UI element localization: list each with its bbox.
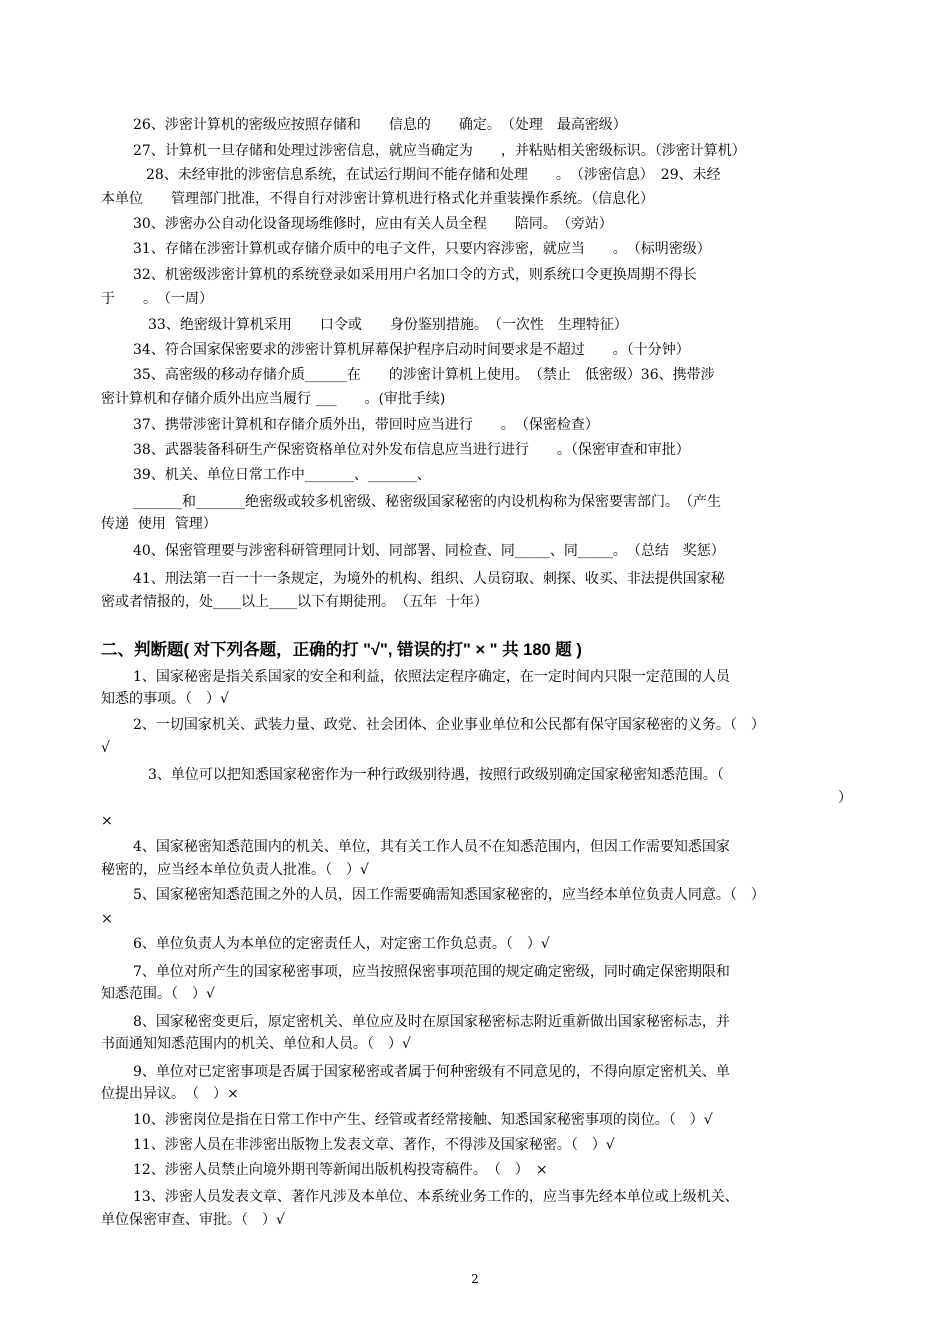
judge-7-line: 7、单位对所产生的国家秘密事项，应当按照保密事项范围的规定确定密级，同时确定保密期限和 (133, 964, 730, 980)
question-27-line: 27、计算机一旦存储和处理过涉密信息，就应当确定为 ，并粘贴相关密级标识。（涉密计算机） (133, 143, 746, 159)
judge-5-answer: × (101, 911, 113, 927)
question-33-line: 33、绝密级计算机采用 口令或 身份鉴别措施。 （一次性 生理特征） (148, 317, 628, 333)
question-40-line: 40、保密管理要与涉密科研管理同计划、同部署、同检查、同_____、同_____。 （总结 奖惩） (133, 543, 725, 559)
judge-13-line-cont: 单位保密审查、审批。（ ）√ (101, 1212, 285, 1228)
judge-3-line-cont: ） (838, 790, 852, 806)
question-35-line: 35、高密级的移动存储介质______在 的涉密计算机上使用。 （禁止 低密级）36、携带涉 (133, 367, 715, 383)
question-28-line: 28、未经审批的涉密信息系统，在试运行期间不能存储和处理 。 （涉密信息） 29、未经 (146, 167, 721, 183)
question-39-line: 39、机关、单位日常工作中_______、_______、 (133, 467, 431, 483)
judge-3-line: 3、单位可以把知悉国家秘密作为一种行政级别待遇，按照行政级别确定国家秘密知悉范围。（ (148, 767, 724, 783)
question-38-line: 38、武器装备科研生产保密资格单位对外发布信息应当进行进行 。（保密审查和审批） (133, 442, 690, 458)
question-32-line-cont: 于 。 （一周） (101, 291, 213, 307)
question-39-line-cont: _______和_______绝密级或较多机密级、秘密级国家秘密的内设机构称为保密要害部门。 （产生 (133, 494, 721, 510)
judge-2-answer: √ (101, 740, 110, 756)
section-title: 二、判断题( 对下列各题，正确的打 "√", 错误的打" × " 共 180 题 ) (101, 641, 582, 659)
judge-9-line: 9、单位对已定密事项是否属于国家秘密或者属于何种密级有不同意见的，不得向原定密机关、单 (133, 1064, 730, 1080)
judge-6-line: 6、单位负责人为本单位的定密责任人，对定密工作负总责。（ ）√ (133, 936, 550, 952)
question-39-answer-line: 传递 使用 管理） (101, 516, 217, 532)
judge-1-line: 1、国家秘密是指关系国家的安全和利益，依照法定程序确定，在一定时间内只限一定范围的人员 (133, 669, 730, 685)
judge-13-line: 13、涉密人员发表文章、著作凡涉及本单位、本系统业务工作的，应当事先经本单位或上级机关、 (133, 1189, 739, 1205)
question-34-line: 34、符合国家保密要求的涉密计算机屏幕保护程序启动时间要求是不超过 。（十分钟） (133, 342, 690, 358)
judge-11-line: 11、涉密人员在非涉密出版物上发表文章、著作，不得涉及国家秘密。（ ）√ (133, 1137, 615, 1153)
question-26-line: 26、涉密计算机的密级应按照存储和 信息的 确定。 （处理 最高密级） (133, 117, 627, 133)
judge-8-line-cont: 书面通知知悉范围内的机关、单位和人员。（ ）√ (101, 1036, 411, 1052)
judge-4-line-cont: 秘密的，应当经本单位负责人批准。（ ）√ (101, 862, 369, 878)
question-31-line: 31、存储在涉密计算机或存储介质中的电子文件，只要内容涉密，就应当 。 （标明密级） (133, 241, 711, 257)
judge-2-line: 2、一切国家机关、武装力量、政党、社会团体、企业事业单位和公民都有保守国家秘密的义务。（ ） (133, 717, 765, 733)
judge-1-line-cont: 知悉的事项。（ ）√ (101, 691, 229, 707)
judge-5-line: 5、国家秘密知悉范围之外的人员，因工作需要确需知悉国家秘密的，应当经本单位负责人同意。（ ） (133, 887, 765, 903)
question-36-line: 密计算机和存储介质外出应当履行 ___ 。(审批手续) (101, 391, 446, 407)
judge-3-answer: × (101, 813, 113, 829)
judge-9-line-cont: 位提出异议。 （ ）× (101, 1086, 239, 1102)
judge-12-line: 12、涉密人员禁止向境外期刊等新闻出版机构投寄稿件。 （ ） × (133, 1162, 548, 1178)
question-41-line: 41、刑法第一百一十一条规定，为境外的机构、组织、人员窃取、刺探、收买、非法提供国家秘 (133, 571, 725, 587)
question-32-line: 32、机密级涉密计算机的系统登录如采用用户名加口令的方式，则系统口令更换周期不得长 (133, 267, 697, 283)
judge-10-line: 10、涉密岗位是指在日常工作中产生、经管或者经常接触、知悉国家秘密事项的岗位。（ ）√ (133, 1112, 713, 1128)
judge-4-line: 4、国家秘密知悉范围内的机关、单位，其有关工作人员不在知悉范围内，但因工作需要知悉国家 (133, 839, 730, 855)
question-29-line: 本单位 管理部门批准，不得自行对涉密计算机进行格式化并重装操作系统。（信息化） (101, 191, 654, 207)
judge-8-line: 8、国家秘密变更后，原定密机关、单位应及时在原国家秘密标志附近重新做出国家秘密标志，并 (133, 1014, 730, 1030)
page-number: 2 (471, 1272, 479, 1286)
question-37-line: 37、携带涉密计算机和存储介质外出，带回时应当进行 。 （保密检查） (133, 417, 599, 433)
question-30-line: 30、涉密办公自动化设备现场维修时，应由有关人员全程 陪同。 （旁站） (133, 216, 613, 232)
question-41-line-cont: 密或者情报的，处____以上____以下有期徒刑。 （五年 十年） (101, 594, 488, 610)
judge-7-line-cont: 知悉范围。（ ）√ (101, 986, 215, 1002)
